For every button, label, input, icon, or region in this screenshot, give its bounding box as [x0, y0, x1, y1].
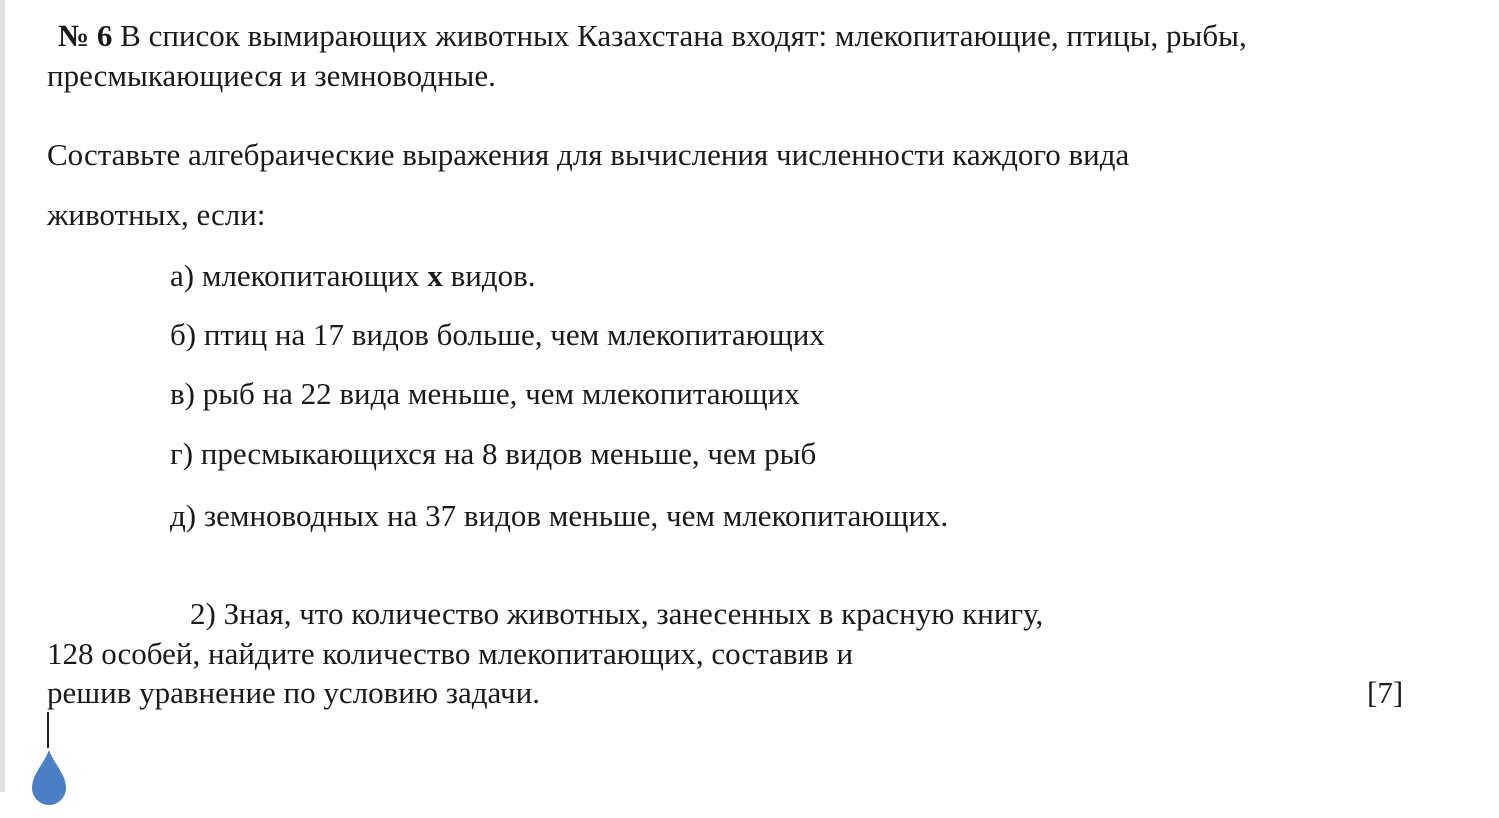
item-a-prefix: а) млекопитающих [170, 258, 428, 293]
part2-line-3: решив уравнение по условию задачи. [47, 675, 540, 710]
instruction-line-1: Составьте алгебраические выражения для вычисления численности каждого вида [47, 137, 1130, 172]
part2-line-1: 2) Зная, что количество животных, занесенных в красную книгу, [190, 596, 1044, 631]
item-a-variable: х [427, 258, 443, 293]
instruction-line-2: животных, если: [47, 197, 266, 232]
task-number: № 6 [58, 18, 113, 53]
text-cursor [47, 712, 49, 748]
part2-line-2: 128 особей, найдите количество млекопитающих, составив и [47, 636, 854, 671]
intro-line-1 [58, 20, 1247, 51]
intro-text-1: В список вымирающих животных Казахстана входят: млекопитающие, птицы, рыбы, [112, 18, 1247, 53]
item-b: б) птиц на 17 видов больше, чем млекопитающих [170, 317, 825, 352]
score-label: [7] [1367, 675, 1404, 710]
item-a [170, 260, 536, 291]
intro-line-2: пресмыкающиеся и земноводные. [47, 58, 496, 93]
item-a-suffix: видов. [442, 258, 536, 293]
selection-handle-icon[interactable] [30, 750, 68, 810]
item-e: д) земноводных на 37 видов меньше, чем млекопитающих. [170, 498, 949, 533]
item-c: в) рыб на 22 вида меньше, чем млекопитающих [170, 376, 800, 411]
item-d: г) пресмыкающихся на 8 видов меньше, чем рыб [170, 436, 817, 471]
page-left-edge [0, 0, 5, 792]
